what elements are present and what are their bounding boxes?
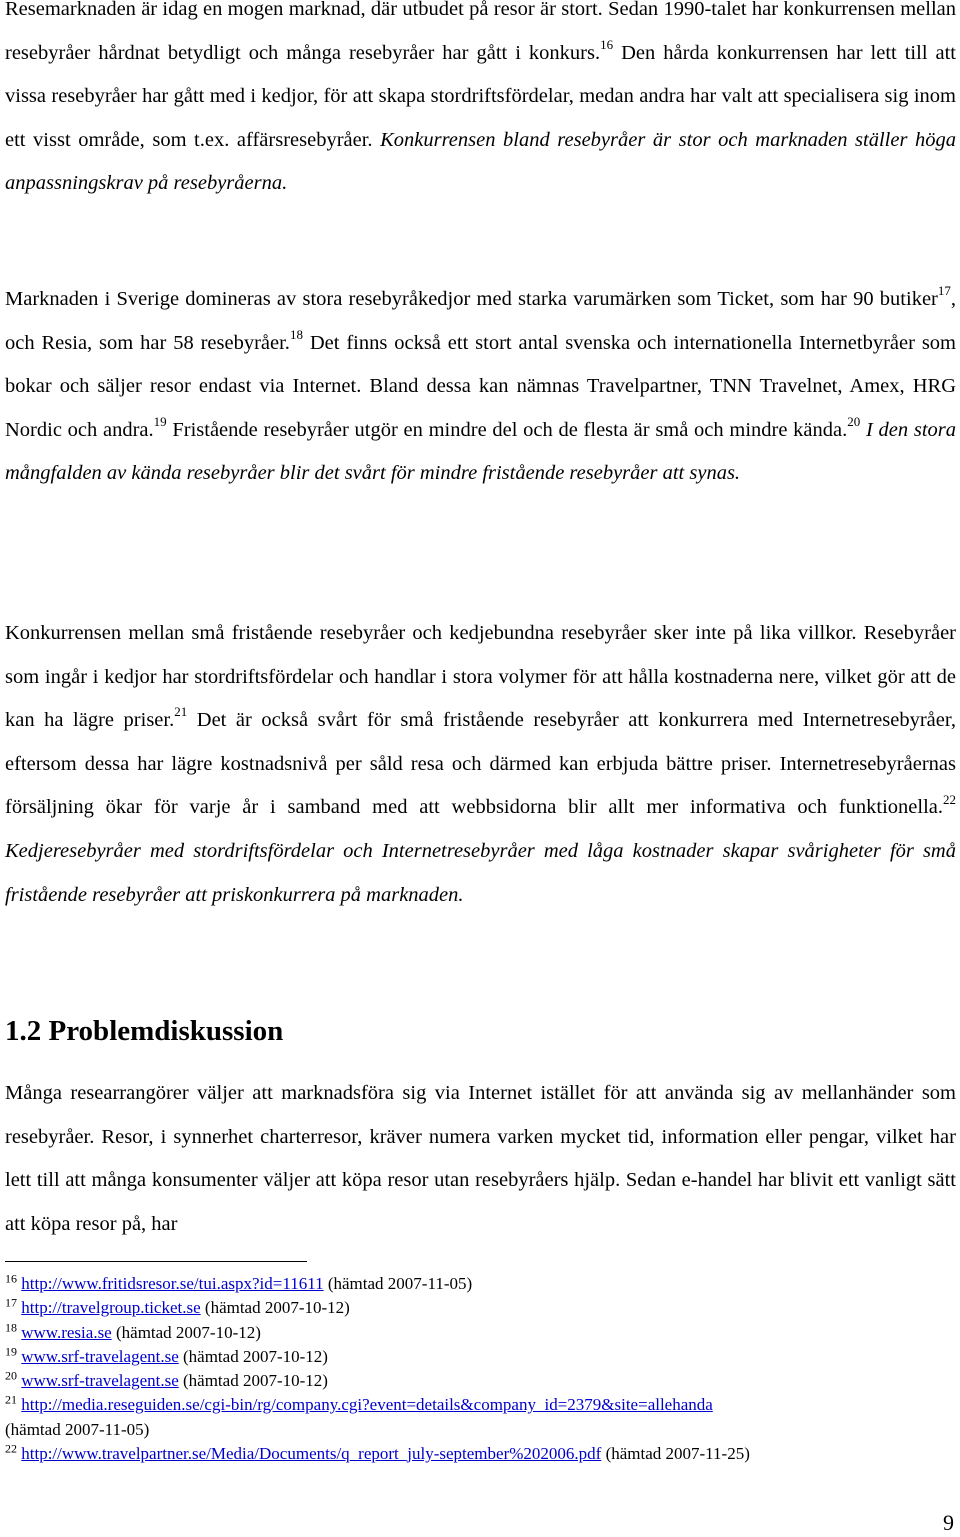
footnote-number: 17: [5, 1295, 17, 1310]
paragraph-problem-discussion: [5, 1072, 956, 1246]
paragraph-text: Det är också svårt för små fristående resebyråer att konkurrera med Internetresebyråer, eftersom dessa har lägre kostnadsnivå per såld resa och därmed kan erbjuda bättre priser. Internetresebyråernas försäljning ökar för varje år i samband med att webbsidorna blir allt mer informativa och funktionella.: [5, 709, 956, 819]
paragraph-text: Fristående resebyråer utgör en mindre del och de flesta är små och mindre kända.: [166, 418, 848, 441]
footnote-ref-16[interactable]: 16: [600, 36, 614, 52]
paragraph-italic-text: Konkurrensen bland resebyråer är stor och marknaden ställer höga anpassningskrav på resebyråerna.: [5, 128, 956, 195]
paragraph-text: Marknaden i Sverige domineras av stora resebyråkedjor med starka varumärken som Ticket, som har 90 butiker: [5, 288, 938, 310]
paragraph-text: Resemarknaden är idag en mogen marknad, där utbudet på resor är stort. Sedan 1990-talet har konkurrensen mellan resebyråer hårdnat betydligt och många resebyråer har gått i konkurs.: [5, 0, 956, 64]
footnote-note: (hämtad 2007-10-12): [178, 1346, 328, 1366]
footnote-link[interactable]: http://travelgroup.ticket.se: [21, 1298, 201, 1318]
footnote-20: [5, 1369, 956, 1393]
paragraph-swedish-market: [5, 278, 956, 496]
section-heading: 1.2 Problemdiskussion: [5, 1015, 284, 1047]
footnote-link[interactable]: http://www.travelpartner.se/Media/Documents/q_report_july-september%202006.pdf: [21, 1444, 602, 1464]
footnote-ref-19[interactable]: 19: [153, 413, 167, 429]
paragraph-text: Många researrangörer väljer att marknadsföra sig via Internet istället för att använda sig av mellanhänder som resebyråer. Resor, i synnerhet charterresor, kräver numera varken mycket tid, information eller pengar, vilket har lett till att många konsumenter väljer att köpa resor utan resebyråers hjälp. Sedan e-handel har blivit ett vanligt sätt att köpa resor på, har: [5, 1082, 956, 1235]
footnote-ref-20[interactable]: 20: [847, 413, 861, 429]
footnote-18: [5, 1321, 956, 1345]
paragraph-text: Det finns också ett stort antal svenska och internationella Internetbyråer som bokar och säljer resor endast via Internet. Bland dessa kan nämnas Travelpartner, TNN Travelnet, Amex, HRG Nordic och andra.: [5, 331, 956, 441]
footnote-note: (hämtad 2007-10-12): [178, 1371, 328, 1391]
footnote-16: [5, 1272, 956, 1296]
paragraph-text: Konkurrensen mellan små fristående resebyråer och kedjebundna resebyråer sker inte på lika villkor. Resebyråer som ingår i kedjor har stordriftsfördelar och handlar i stora volymer för att hålla kostnaderna nere, vilket gör att de kan ha lägre priser.: [5, 622, 956, 732]
paragraph-text: Den hårda konkurrensen har lett till att vissa resebyråer har gått med i kedjor, för att skapa stordriftsfördelar, medan andra har valt att specialisera sig inom ett visst område, som t.ex. affärsresebyråer.: [5, 41, 957, 151]
footnote-number: 16: [5, 1271, 17, 1286]
footnote-number: 18: [5, 1319, 17, 1334]
footnote-link[interactable]: www.resia.se: [21, 1322, 112, 1342]
footnote-number: 22: [5, 1441, 17, 1456]
footnote-ref-21[interactable]: 21: [174, 704, 188, 720]
footnote-note: (hämtad 2007-10-12): [111, 1322, 261, 1342]
paragraph-text: , och Resia, som har 58 resebyråer.: [5, 288, 956, 354]
paragraph-italic-text: Kedjeresebyråer med stordriftsfördelar och Internetresebyråer med låga kostnader skapar svårigheter för små fristående resebyråer att priskonkurrera på marknaden.: [5, 839, 956, 906]
footnote-link[interactable]: http://www.fritidsresor.se/tui.aspx?id=11611: [21, 1274, 324, 1293]
footnotes: [5, 1272, 956, 1466]
footnote-note: (hämtad 2007-11-05): [5, 1419, 150, 1439]
paragraph-italic-text: I den stora mångfalden av kända resebyråer blir det svårt för mindre fristående resebyråer att synas.: [5, 418, 956, 485]
footnote-number: 21: [5, 1392, 17, 1407]
footnote-ref-17[interactable]: 17: [937, 283, 951, 299]
footnote-19: [5, 1345, 956, 1369]
footnote-21: [5, 1393, 956, 1442]
footnote-separator: [5, 1261, 307, 1262]
page-number: 9: [943, 1510, 954, 1535]
footnote-22: [5, 1442, 956, 1466]
footnote-link[interactable]: www.srf-travelagent.se: [21, 1346, 179, 1366]
footnote-number: 20: [5, 1368, 17, 1383]
footnote-17: [5, 1296, 956, 1320]
footnote-ref-22[interactable]: 22: [943, 791, 956, 807]
footnote-number: 19: [5, 1344, 17, 1359]
footnote-note: (hämtad 2007-11-25): [601, 1444, 750, 1464]
footnote-link[interactable]: http://media.reseguiden.se/cgi-bin/rg/company.cgi?event=details&company_id=2379&site=allehanda: [21, 1395, 713, 1415]
paragraph-competition: [5, 612, 956, 917]
footnote-note: (hämtad 2007-10-12): [200, 1298, 350, 1318]
footnote-note: (hämtad 2007-11-05): [323, 1274, 473, 1293]
footnote-ref-18[interactable]: 18: [289, 326, 303, 342]
footnote-link[interactable]: www.srf-travelagent.se: [21, 1371, 179, 1391]
paragraph-market-intro: [5, 0, 956, 206]
